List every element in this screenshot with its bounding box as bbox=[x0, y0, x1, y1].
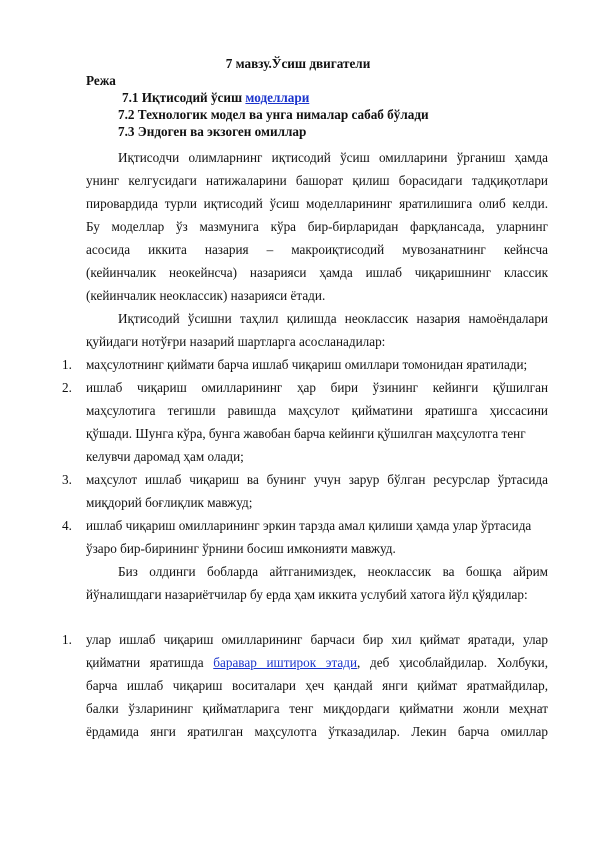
list2-line: барча ишлаб чиқариш воситалари ҳеч қандай янги қиймат яратмайдилар, bbox=[86, 678, 548, 693]
list-number: 1. bbox=[62, 357, 72, 372]
list-number: 2. bbox=[62, 380, 72, 395]
para1-line: (кейинчалик неокейнсча) назарияси ҳамда ишлаб чиқаришнинг классик bbox=[86, 265, 548, 280]
list2-link[interactable]: баравар иштирок этади bbox=[213, 655, 358, 670]
list-item-2-line: ишлаб чиқариш омилларининг ҳар бири ўзининг кейинги қўшилган bbox=[86, 380, 548, 395]
para1-line: Иқтисодчи олимларнинг иқтисодий ўсиш омилларини ўрганиш ҳамда bbox=[118, 150, 548, 165]
list2-line bbox=[86, 655, 548, 671]
list-item-3-line: миқдорий боғлиқлик мавжуд; bbox=[86, 495, 253, 510]
toc-item-1 bbox=[122, 90, 309, 106]
list-item-2-line: маҳсулотига тегишли равишда маҳсулот қийматини яратишга ҳиссасини bbox=[86, 403, 548, 418]
list-item-2-line: қўшади. Шунга кўра, бунга жавобан барча кейинги қўшилган маҳсулотга тенг bbox=[86, 426, 526, 441]
list2-line: ёрдамида янги яратилган маҳсулотга ўтказадилар. Лекин барча омиллар bbox=[86, 724, 548, 739]
list2-line-text: , деб ҳисоблайдилар. Холбуки, bbox=[357, 655, 548, 670]
para3-line: йўналишдаги назариётчилар бу ерда ҳам иккита услубий хатога йўл қўядилар: bbox=[86, 587, 528, 602]
plan-heading: Режа bbox=[86, 73, 116, 88]
para1-line: асосида иккита назария – макроиқтисодий мувозанатнинг кейнсча bbox=[86, 242, 548, 257]
list-item-4-line: ўзаро бир-бирининг ўрнини босиш имконияти мавжуд. bbox=[86, 541, 396, 556]
list2-line: улар ишлаб чиқариш омилларининг барчаси бир хил қиймат яратади, улар bbox=[86, 632, 548, 647]
list-number: 4. bbox=[62, 518, 72, 533]
toc-item-2: 7.2 Технологик модел ва унга нималар сабаб бўлади bbox=[118, 107, 429, 122]
list2-line: балки ўзларининг қийматларига тенг миқдордаги қийматни жонли меҳнат bbox=[86, 701, 548, 716]
para1-line: пировардида турли иқтисодий ўсиш моделларининг яратилишига олиб келди. bbox=[86, 196, 548, 211]
para2-line: қуйидаги нотўғри назарий шартларга асосланадилар: bbox=[86, 334, 386, 349]
list-item-3-line: маҳсулот ишлаб чиқариш ва бунинг учун зарур бўлган ресурслар ўртасида bbox=[86, 472, 548, 487]
toc-item-1-text: 7.1 Иқтисодий ўсиш bbox=[122, 90, 246, 105]
para1-line: унинг келгусидаги натижаларини башорат қилиш борасидаги тадқиқотлари bbox=[86, 173, 548, 188]
list-number: 3. bbox=[62, 472, 72, 487]
para3-line: Биз олдинги бобларда айтганимиздек, неоклассик ва бошқа айрим bbox=[118, 564, 548, 579]
page-title: 7 мавзу.Ўсиш двигатели bbox=[225, 56, 371, 71]
para1-line: Бу моделлар ўз мазмунига кўра бир-бирларидан фарқлансада, уларнинг bbox=[86, 219, 548, 234]
list-item-1: маҳсулотнинг қиймати барча ишлаб чиқариш омиллари томонидан яратилади; bbox=[86, 357, 528, 372]
list-item-2-line: келувчи даромад ҳам олади; bbox=[86, 449, 244, 464]
list2-line-text: қийматни яратишда bbox=[86, 655, 214, 670]
list-item-4-line: ишлаб чиқариш омилларининг эркин тарзда амал қилиши ҳамда улар ўртасида bbox=[86, 518, 532, 533]
list-number: 1. bbox=[62, 632, 72, 647]
toc-item-1-link[interactable]: моделлари bbox=[245, 90, 310, 105]
para1-line: (кейинчалик неоклассик) назарияси ётади. bbox=[86, 288, 326, 303]
toc-item-3: 7.3 Эндоген ва экзоген омиллар bbox=[118, 124, 307, 139]
para2-line: Иқтисодий ўсишни таҳлил қилишда неоклассик назария намоёндалари bbox=[118, 311, 548, 326]
